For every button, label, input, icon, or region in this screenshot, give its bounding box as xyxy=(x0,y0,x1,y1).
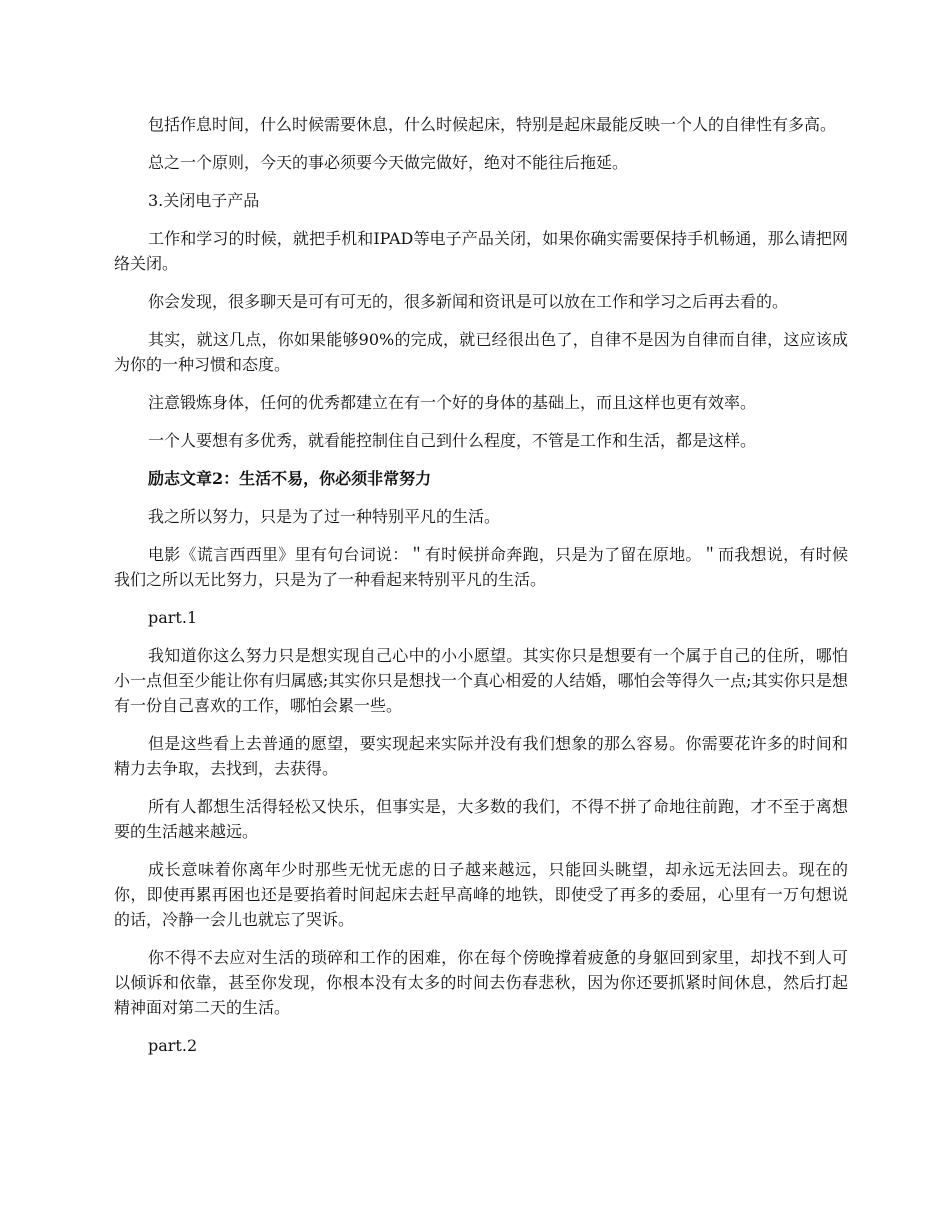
paragraph-ordinary-life: 我之所以努力，只是为了过一种特别平凡的生活。 xyxy=(148,507,501,526)
section-label-part-2: part.2 xyxy=(148,1036,198,1055)
document-body xyxy=(114,112,848,1071)
paragraph-everyone-wants: 所有人都想生活得轻松又快乐，但事实是，大多数的我们，不得不拼了命地往前跑，才不至于离想要的生活越来越远。 xyxy=(114,797,848,841)
paragraph-close-devices: 工作和学习的时候，就把手机和IPAD等电子产品关闭，如果你确实需要保持手机畅通，那么请把网络关闭。 xyxy=(114,229,848,273)
paragraph-daily-struggle: 你不得不去应对生活的琐碎和工作的困难，你在每个傍晚撑着疲惫的身躯回到家里，却找不到人可以倾诉和依靠，甚至你发现，你根本没有太多的时间去伤春悲秋，因为你还要抓紧时间休息，然后打起精神面对第二天的生活。 xyxy=(114,948,848,1017)
paragraph-heading-3: 3.关闭电子产品 xyxy=(148,191,260,210)
paragraph-principle: 总之一个原则，今天的事必须要今天做完做好，绝对不能往后拖延。 xyxy=(148,153,629,172)
paragraph-sleep-schedule: 包括作息时间，什么时候需要休息，什么时候起床，特别是起床最能反映一个人的自律性有多高。 xyxy=(148,115,837,134)
section-label-part-1: part.1 xyxy=(148,608,198,627)
article-2-title: 励志文章2：生活不易，你必须非常努力 xyxy=(148,469,432,488)
paragraph-growing-up: 成长意味着你离年少时那些无忧无虑的日子越来越远，只能回头眺望，却永远无法回去。现在的你，即使再累再困也还是要掐着时间起床去赶早高峰的地铁，即使受了再多的委屈，心里有一万句想说的话，冷静一会儿也就忘了哭诉。 xyxy=(114,860,848,929)
paragraph-self-control: 一个人要想有多优秀，就看能控制住自己到什么程度，不管是工作和生活，都是这样。 xyxy=(148,431,757,450)
paragraph-you-will-find: 你会发现，很多聊天是可有可无的，很多新闻和资讯是可以放在工作和学习之后再去看的。 xyxy=(148,292,789,311)
paragraph-movie-quote: 电影《谎言西西里》里有句台词说：＂有时候拼命奔跑，只是为了留在原地。＂而我想说，有时候我们之所以无比努力，只是为了一种看起来特别平凡的生活。 xyxy=(114,545,848,589)
paragraph-small-wishes: 我知道你这么努力只是想实现自己心中的小小愿望。其实你只是想要有一个属于自己的住所，哪怕小一点但至少能让你有归属感;其实你只是想找一个真心相爱的人结婚，哪怕会等得久一点;其实你只是想有一份自己喜欢的工作，哪怕会累一些。 xyxy=(114,646,848,715)
paragraph-not-easy: 但是这些看上去普通的愿望，要实现起来实际并没有我们想象的那么容易。你需要花许多的时间和精力去争取，去找到，去获得。 xyxy=(114,734,848,778)
paragraph-exercise: 注意锻炼身体，任何的优秀都建立在有一个好的身体的基础上，而且这样也更有效率。 xyxy=(148,393,757,412)
paragraph-these-points: 其实，就这几点，你如果能够90%的完成，就已经很出色了，自律不是因为自律而自律，这应该成为你的一种习惯和态度。 xyxy=(114,330,848,374)
